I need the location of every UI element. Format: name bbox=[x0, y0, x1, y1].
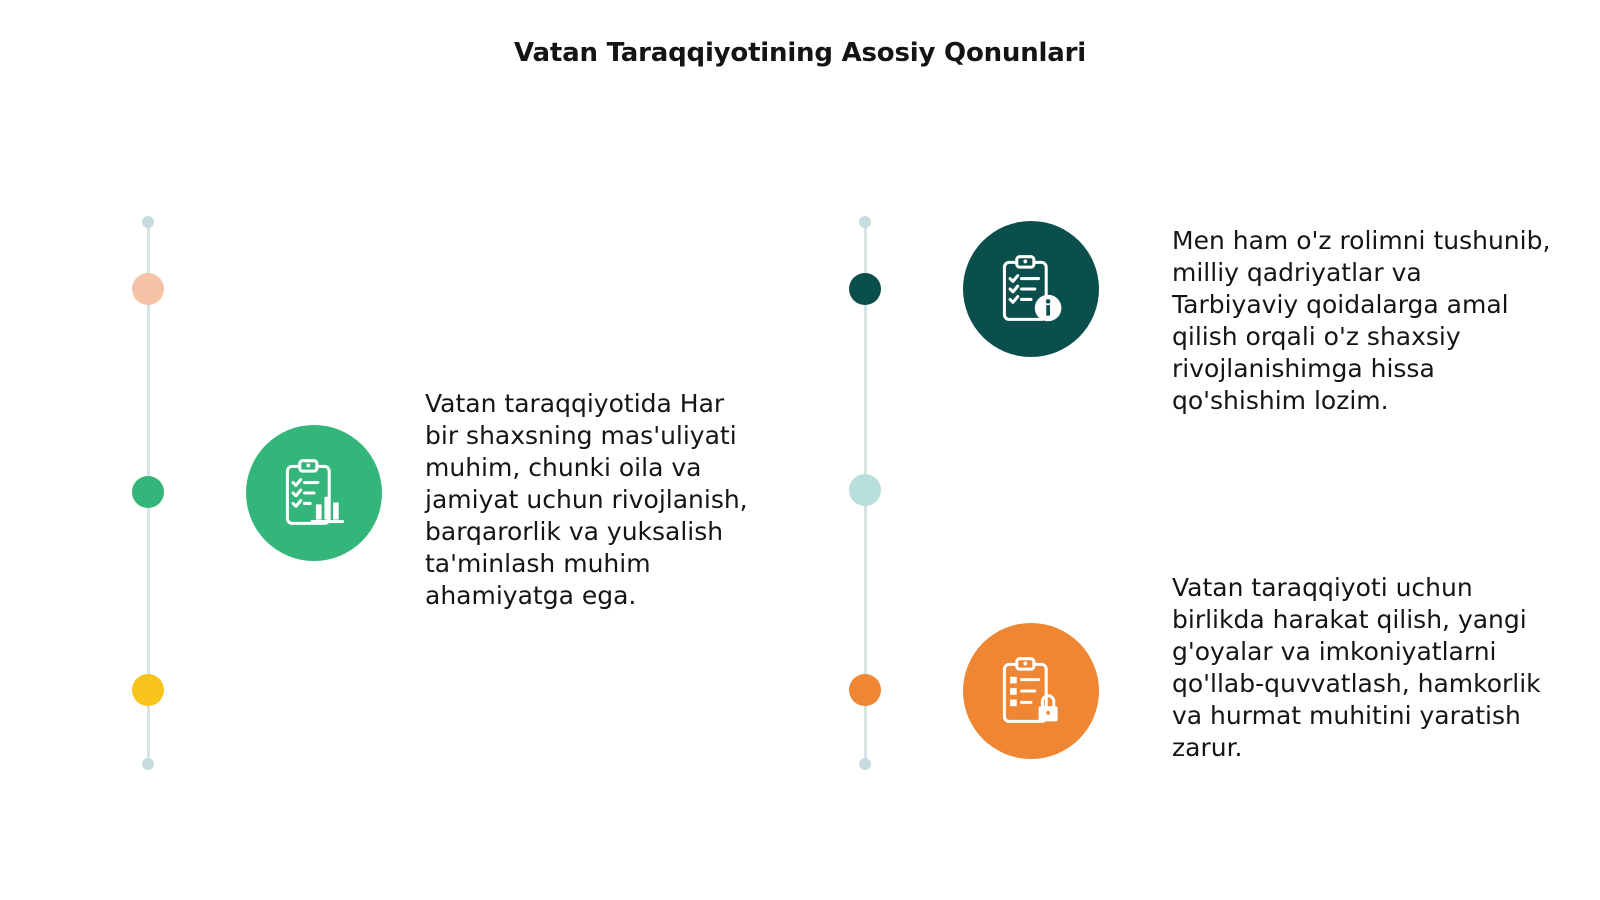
page-title: Vatan Taraqqiyotining Asosiy Qonunlari bbox=[514, 38, 1086, 68]
left-timeline-marker-green bbox=[132, 476, 164, 508]
clipboard-lock-icon bbox=[993, 653, 1069, 729]
right-timeline-end-dot bbox=[859, 758, 871, 770]
clipboard-chart-icon bbox=[276, 455, 352, 531]
left-timeline-end-dot bbox=[142, 758, 154, 770]
item-1-icon-circle bbox=[246, 425, 382, 561]
left-timeline-marker-yellow bbox=[132, 674, 164, 706]
item-2-text: Men ham o'z rolimni tushunib, milliy qadriyatlar va Tarbiyaviy qoidalarga amal qilish orqali o'z shaxsiy rivojlanishimga hissa qo'shishim lozim. bbox=[1172, 226, 1551, 415]
right-timeline-start-dot bbox=[859, 216, 871, 228]
item-3-text: Vatan taraqqiyoti uchun birlikda harakat qilish, yangi g'oyalar va imkoniyatlarni qo'llab-quvvatlash, hamkorlik va hurmat muhitini yaratish zarur. bbox=[1172, 573, 1541, 762]
left-timeline-marker-peach bbox=[132, 273, 164, 305]
left-timeline-start-dot bbox=[142, 216, 154, 228]
right-timeline-marker-dark-teal bbox=[849, 273, 881, 305]
right-timeline-marker-light-teal bbox=[849, 474, 881, 506]
clipboard-info-icon bbox=[993, 251, 1069, 327]
item-1-text: Vatan taraqqiyotida Har bir shaxsning mas'uliyati muhim, chunki oila va jamiyat uchun rivojlanish, barqarorlik va yuksalish ta'minlash muhim ahamiyatga ega. bbox=[425, 389, 748, 610]
item-2-icon-circle bbox=[963, 221, 1099, 357]
item-3-icon-circle bbox=[963, 623, 1099, 759]
right-timeline-marker-orange bbox=[849, 674, 881, 706]
